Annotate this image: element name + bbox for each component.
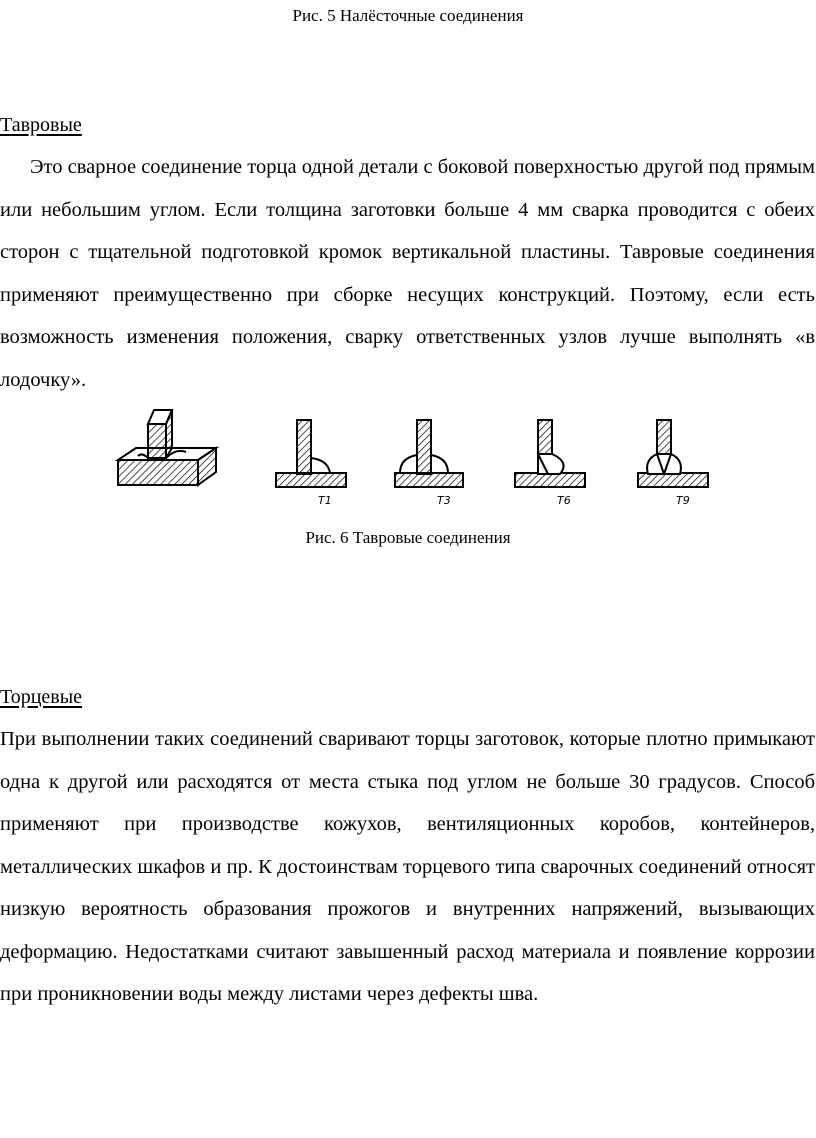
tee-joints-drawing [110, 400, 710, 518]
section-heading-end: Торцевые [0, 686, 83, 708]
joint-t3 [395, 420, 463, 487]
section-heading-tee: Тавровые [0, 114, 82, 136]
figure-6-caption: Рис. 6 Тавровые соединения [305, 528, 511, 547]
label-t1: T1 [318, 494, 332, 507]
label-t9: T9 [676, 494, 690, 507]
joint-t1 [276, 420, 346, 487]
figure-5-caption: Рис. 5 Налёсточные соединения [292, 6, 524, 25]
label-t3: T3 [437, 494, 451, 507]
joint-t9 [638, 420, 708, 487]
joint-t6 [515, 420, 585, 487]
figure-6-tee-joints [110, 400, 710, 518]
tee-paragraph: Это сварное соединение торца одной детали с боковой поверхностью другой под прямым или небольшим углом. Если толщина заготовки больше 4 мм сварка проводится с обеих сторон с тщательной подготовкой кромок вертикальной пластины. Тавровые соединения применяют преимущественно при сборке несущих конструкций. Поэтому, если есть возможность изменения положения, сварку ответственных узлов лучше выполнять «в лодочку». [0, 156, 815, 391]
end-paragraph: При выполнении таких соединений сваривают торцы заготовок, которые плотно примыкают одна к другой или расходятся от места стыка под углом не больше 30 градусов. Способ применяют при производстве кожухов, вентиляционных коробов, контейнеров, металлических шкафов и пр. К достоинствам торцевого типа сварочных соединений относят низкую вероятность образования прожогов и внутренних напряжений, вызывающих деформацию. Недостатками считают завышенный расход материала и появление коррозии при проникновении воды между листами через дефекты шва. [0, 728, 815, 1005]
isometric-tee-joint [118, 410, 216, 485]
label-t6: T6 [557, 494, 571, 507]
